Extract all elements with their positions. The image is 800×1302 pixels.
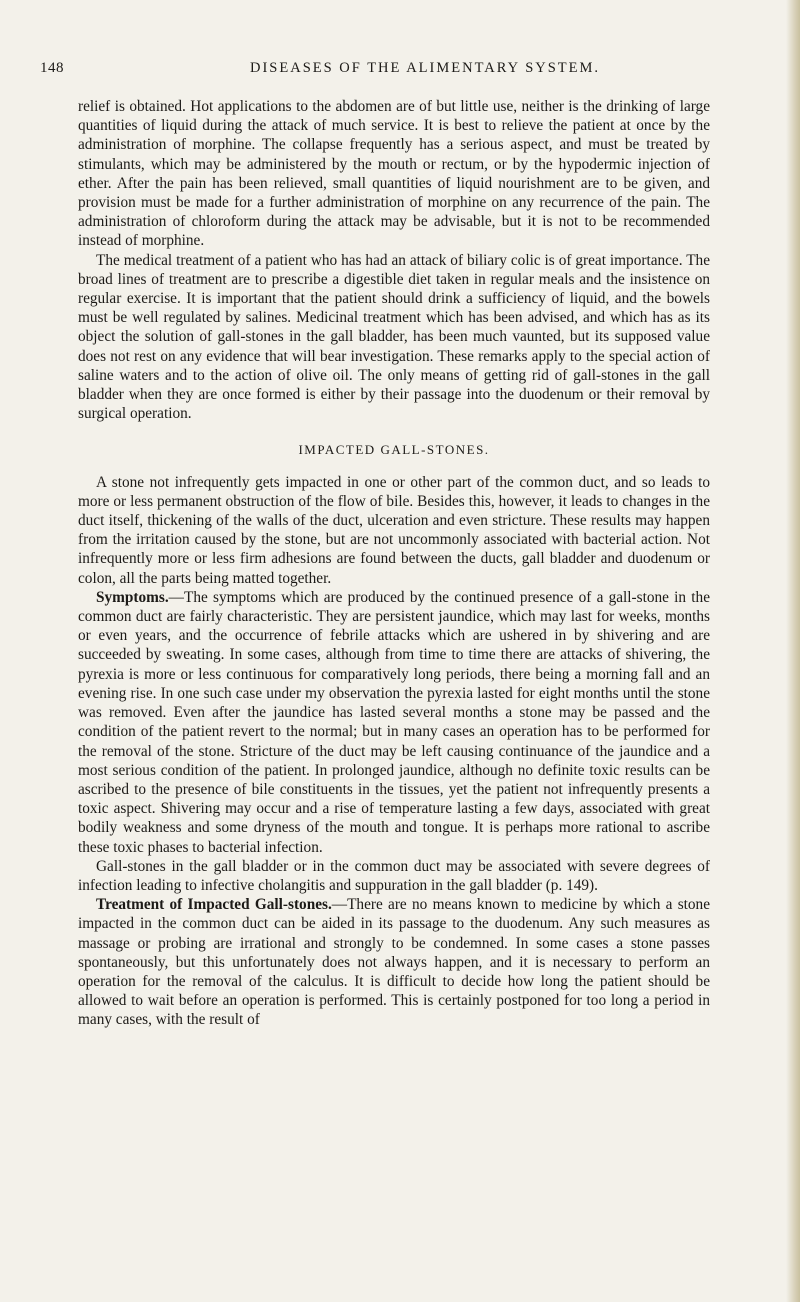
section-heading: IMPACTED GALL-STONES. bbox=[298, 442, 490, 458]
symptoms-label: Symptoms. bbox=[96, 588, 169, 606]
paragraph-impaction: A stone not infrequently gets impacted in one or other part of the common duct, and so leads to more or less permanent obstruction of the flow of bile. Besides this, however, it leads to changes in the duct itself, thickening of the walls of the duct, ulceration and even stricture. These results may happen from the irritation caused by the stone, but are not uncommonly associated with bacterial action. Not infrequently more or less firm adhesions are found between the ducts, gall bladder and duodenum or colon, all the parts being matted together. bbox=[78, 473, 710, 587]
treatment-text: —There are no means known to medicine by which a stone impacted in the common duct can be aided in its passage to the duodenum. Any such measures as massage or probing are irrational and strongly to be condemned. In some cases a stone passes spontaneously, but this unfortunately does not always happen, and it is necessary to perform an operation for the removal of the calculus. It is difficult to decide how long the patient should be allowed to wait before an operation is performed. This is certainly postponed for too long a period in many cases, with the result of bbox=[78, 896, 710, 1029]
running-head: DISEASES OF THE ALIMENTARY SYSTEM. bbox=[250, 60, 601, 76]
body-text bbox=[78, 97, 710, 1030]
paragraph-treatment bbox=[78, 895, 710, 1029]
paragraph-morphine: relief is obtained. Hot applications to the abdomen are of but little use, neither is the drinking of large quantities of liquid during the attack of much service. It is best to relieve the patient at once by the administration of morphine. The collapse frequently has a serious aspect, and must be treated by stimulants, which may be administered by the mouth or rectum, or by the hypodermic injection of ether. After the pain has been relieved, small quantities of liquid nourishment are to be given, and provision must be made for a further administration of morphine on any recurrence of the pain. The administration of chloroform during the attack may be advisable, but it is not to be recommended instead of morphine. bbox=[78, 98, 710, 250]
page-header bbox=[40, 60, 730, 84]
page-number: 148 bbox=[40, 60, 64, 76]
paragraph-medical-treatment: The medical treatment of a patient who has had an attack of biliary colic is of great importance. The broad lines of treatment are to prescribe a digestible diet taken in regular meals and the insistence on regular exercise. It is important that the patient should drink a sufficiency of liquid, and the bowels must be well regulated by salines. Medicinal treatment which has been advised, and which has as its object the solution of gall-stones in the gall bladder, has been much vaunted, but its supposed value does not rest on any evidence that will bear investigation. These remarks apply to the special action of saline waters and to the action of olive oil. The only means of getting rid of gall-stones in the gall bladder when they are once formed is either by their passage into the duodenum or their removal by surgical operation. bbox=[78, 251, 710, 423]
symptoms-text: —The symptoms which are produced by the continued presence of a gall-stone in the common duct are fairly characteristic. They are persistent jaundice, which may last for weeks, months or even years, and the occurrence of febrile attacks which are ushered in by shivering and are succeeded by sweating. In some cases, although from time to time there are attacks of shivering, the pyrexia is more or less continuous for comparatively long periods, there being a morning fall and an evening rise. In one such case under my observation the pyrexia lasted for eight months until the stone was removed. Even after the jaundice has lasted several months a stone may be passed and the condition of the patient revert to the normal; but in many cases an operation has to be performed for the removal of the stone. Stricture of the duct may be left causing continuance of the jaundice and a most serious condition of the patient. In prolonged jaundice, although no definite toxic results can be ascribed to the presence of bile constituents in the tissues, yet the patient not infrequently presents a toxic aspect. Shivering may occur and a rise of temperature lasting a few days, associated with great bodily weakness and some dryness of the mouth and tongue. It is perhaps more rational to ascribe these toxic phases to bacterial infection. bbox=[78, 588, 710, 856]
page-binding-edge bbox=[786, 0, 800, 1302]
treatment-label: Treatment of Impacted Gall-stones. bbox=[96, 896, 332, 914]
paragraph-infection: Gall-stones in the gall bladder or in the common duct may be associated with severe degrees of infection leading to infective cholangitis and suppuration in the gall bladder (p. 149). bbox=[78, 857, 710, 894]
paragraph-symptoms bbox=[78, 588, 710, 857]
